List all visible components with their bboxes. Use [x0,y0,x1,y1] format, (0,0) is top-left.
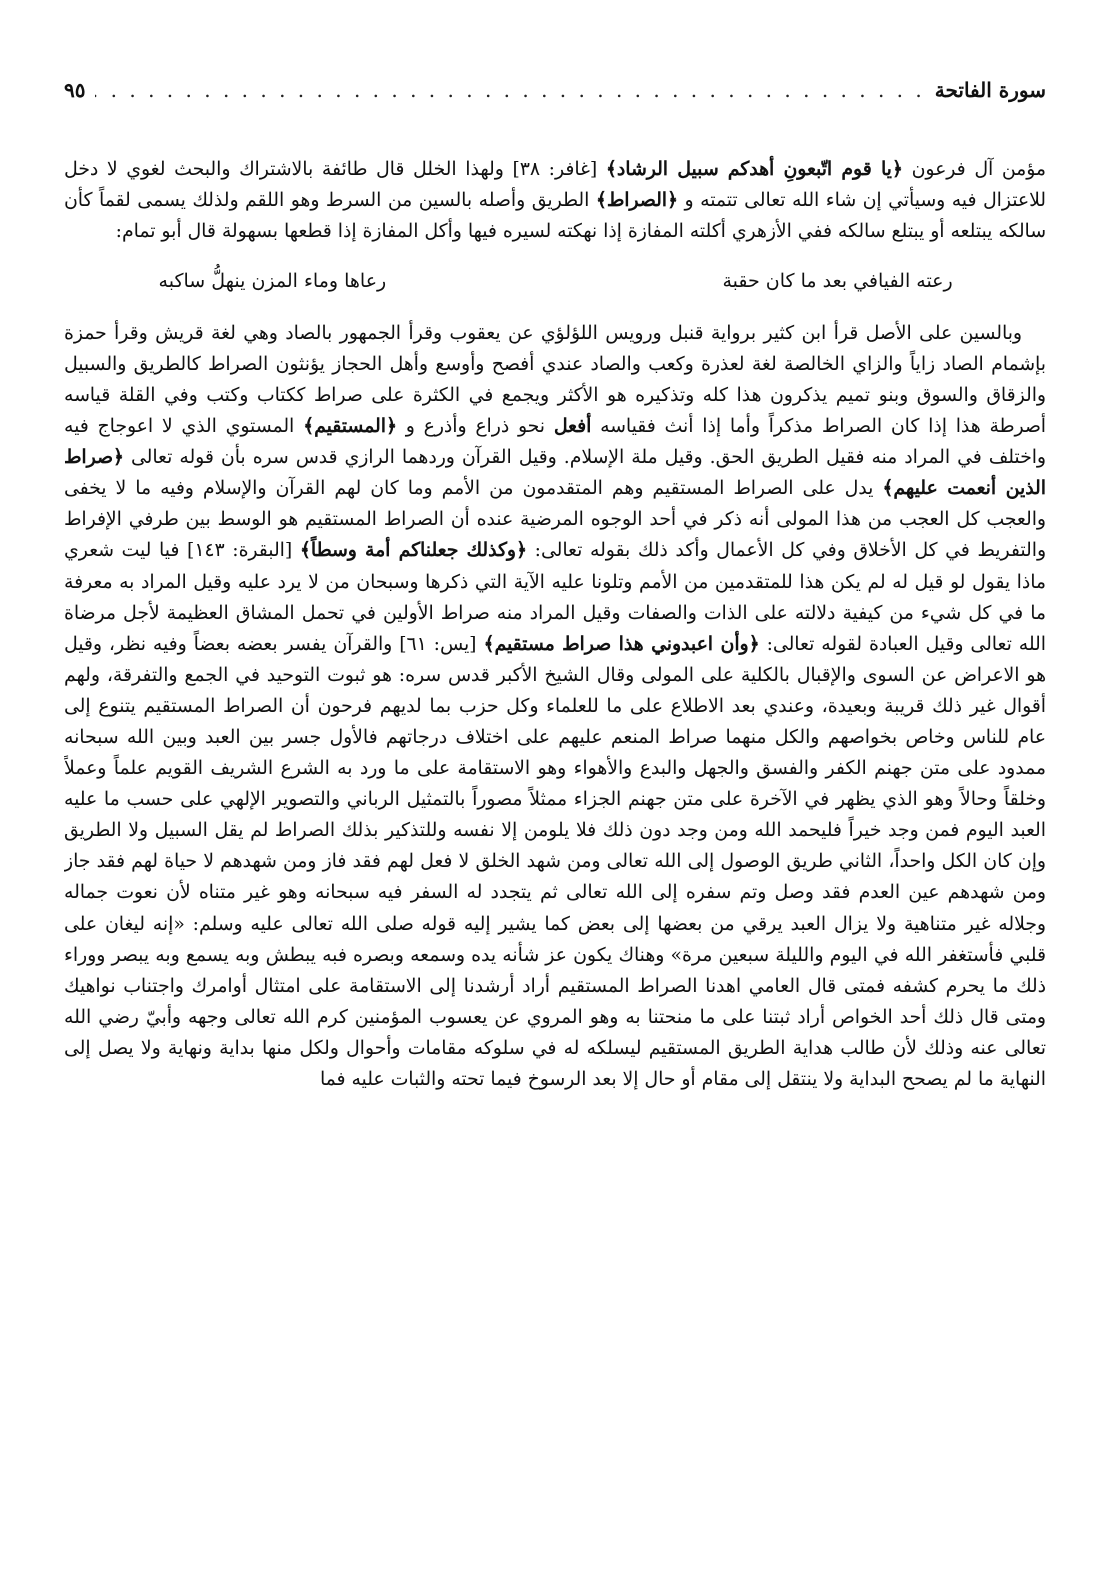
opening-paragraph [64,154,1046,247]
verse-first-hemistich: رعته الفيافي بعد ما كان حقبة [722,269,953,292]
bold-afal: أفعل [553,415,592,438]
body-segment-4: يدل على الصراط المستقيم وهم المتقدمون من الأمم وما كان لهم القرآن والإسلام وفيه ما لا يخفى والعجب كل العجب من هذا المولى أنه ذكر في أحد الوجوه المرضية عنده أن الصراط المستقيم هو الوسط بين طرفي الإفراط والتفريط في كل الأخلاق وفي كل الأعمال وأكد ذلك بقوله تعالى: [64,478,1046,562]
body-segment-1: وبالسين على الأصل قرأ ابن كثير برواية قنبل ورويس اللؤلؤي عن يعقوب وقرأ الجمهور بالصاد وهي لغة قريش وقرأ حمزة بإشمام الصاد زاياً والزاي الخالصة لغة لعذرة وكعب والصاد عندي أفصح وأوسع وأهل الحجاز يؤنثون الصراط كالطريق والسبيل والزقاق والسوق وبنو تميم يذكرون هذا كله وتذكيره هو الأكثر ويجمع في الكثرة على صراط ككتاب وكتب وفي القلة قياسه أصرطة هذا إذا كان الصراط مذكراً وأما إذا أنث فقياسه [64,322,1046,438]
quran-quote-ghafir: ﴿يا قوم اتّبعونِ أهدكم سبيل الرشاد﴾ [605,158,903,180]
surah-title: سورة الفاتحة [934,78,1046,102]
quran-quote-yasin: ﴿وأن اعبدوني هذا صراط مستقيم﴾ [483,632,760,655]
book-page [64,78,1046,1568]
main-paragraph [64,318,1046,1095]
quran-quote-fatiha: ﴿صراط الذين أنعمت عليهم﴾ [64,446,1046,500]
dot-leader [95,78,924,102]
verse-second-hemistich: رعاها وماء المزن ينهلُّ ساكبه [158,269,387,292]
opening-intro: مؤمن آل فرعون [902,159,1046,180]
body-segment-6: [يس: ٦١] والقرآن يفسر بعضه بعضاً وفيه نظر، وقيل هو الاعراض عن السوى والإقبال بالكلية على المولى وقال الشيخ الأكبر قدس سره: هو ثبوت التوحيد في الجمع والتفرقة، ولهم أقوال غير ذلك قريبة وبعيدة، وعندي بعد الاطلاع على ما للعلماء وكل حزب بما لديهم فرحون أن الصراط المستقيم يتنوع إلى عام للناس وخاص بخواصهم والكل منهما صراط المنعم عليهم على اختلاف درجاتهم فالأول جسر بين العبد وبين الله سبحانه ممدود على متن جهنم الكفر والفسق والجهل والبدع والأهواء وهو الاستقامة على ما ورد به الشرع الشريف القويم علماً وعملاً وخلقاً وحالاً وهو الذي يظهر في الآخرة على متن جهنم الجزاء ممثلاً مصوراً بالتمثيل الرباني والتصوير الإلهي على حسب ما عليه العبد اليوم فمن وجد خيراً فليحمد الله ومن وجد دون ذلك فلا يلومن إلا نفسه وللتذكير بذلك الصراط لم يقل السبيل ولا الطريق وإن كان الكل واحداً، الثاني طريق الوصول إلى الله تعالى ومن شهد الخلق لا فعل لهم فقد فاز ومن شهدهم لا حياة لهم فقد جاز ومن شهدهم عين العدم فقد وصل وتم سفره إلى الله تعالى ثم يتجدد له السفر فيه سبحانه وهو غير متناه لأن نعوت جماله وجلاله غير متناهية ولا يزال العبد يرقي من بعضها إلى بعض كما يشير إليه قوله صلى الله تعالى عليه وسلم: «إنه ليغان على قلبي فأستغفر الله في اليوم والليلة سبعين مرة» وهناك يكون عز شأنه يده وسمعه وبصره فبه يبطش وبه يسمع وبه يبصر ووراء ذلك ما يحرم كشفه فمتى قال العامي اهدنا الصراط المستقيم أراد أرشدنا إلى الاستقامة على امتثال أوامرك واجتناب نواهيك ومتى قال ذلك أحد الخواص أراد ثبتنا على ما منحتنا به وهو المروي عن يعسوب المؤمنين كرم الله تعالى وجهه وأبيّ رضي الله تعالى عنه وذلك لأن طالب هداية الطريق المستقيم ليسلكه له في سلوكه مقامات وأحوال ولكل منها بداية ونهاية ولا يصل إلى النهاية ما لم يصحح البداية ولا ينتقل إلى مقام أو حال إلا بعد الرسوخ فيما تحته والثبات عليه فما [64,633,1046,1091]
quran-quote-baqara: ﴿وكذلك جعلناكم أمة وسطاً﴾ [299,539,527,562]
opening-reference: [غافر: ٣٨] ولهذا الخلل قال طائفة بالاشتراك والبحث لغوي لا دخل للاعتزال فيه وسيأتي إن شاء الله تعالى تتمته و [64,159,1046,211]
page-number: ٩٥ [64,78,86,102]
body-segment-5: [البقرة: ١٤٣] فيا ليت شعري ماذا يقول لو قيل له لم يكن هذا للمتقدمين من الأمم وتلونا عليه الآية التي ذكرها وسبحان من لا يرد عليه وقيل المراد به معرفة ما في كل شيء من كيفية دلالته على الذات والصفات وقيل المراد منه صراط الأولين في تحمل المشاق العظيمة لأجل مرضاة الله تعالى وقيل العبادة لقوله تعالى: [64,540,1046,655]
body-segment-3: المستوي الذي لا اعوجاج فيه واختلف في المراد منه فقيل الطريق الحق. وقيل ملة الإسلام. وقيل القرآن وردهما الرازي قدس سره بأن قوله تعالى [64,416,1046,469]
body-segment-2: نحو ذراع وأذرع و [396,416,554,438]
running-header [64,78,1046,118]
opening-rest: الطريق وأصله بالسين من السرط وهو اللقم ولذلك يسمى لقماً كأن سالكه يبتلعه أو يبتلع سالكه ففي الأزهري أكلته المفازة إذا نهكته لسيره فيها وأكل المفازة إذا قطعها بسهولة قال أبو تمام: [64,190,1046,242]
poetry-verse [84,266,1026,296]
term-sirat: ﴿الصراط﴾ [595,189,679,211]
term-mustaqim: ﴿المستقيم﴾ [303,415,397,438]
